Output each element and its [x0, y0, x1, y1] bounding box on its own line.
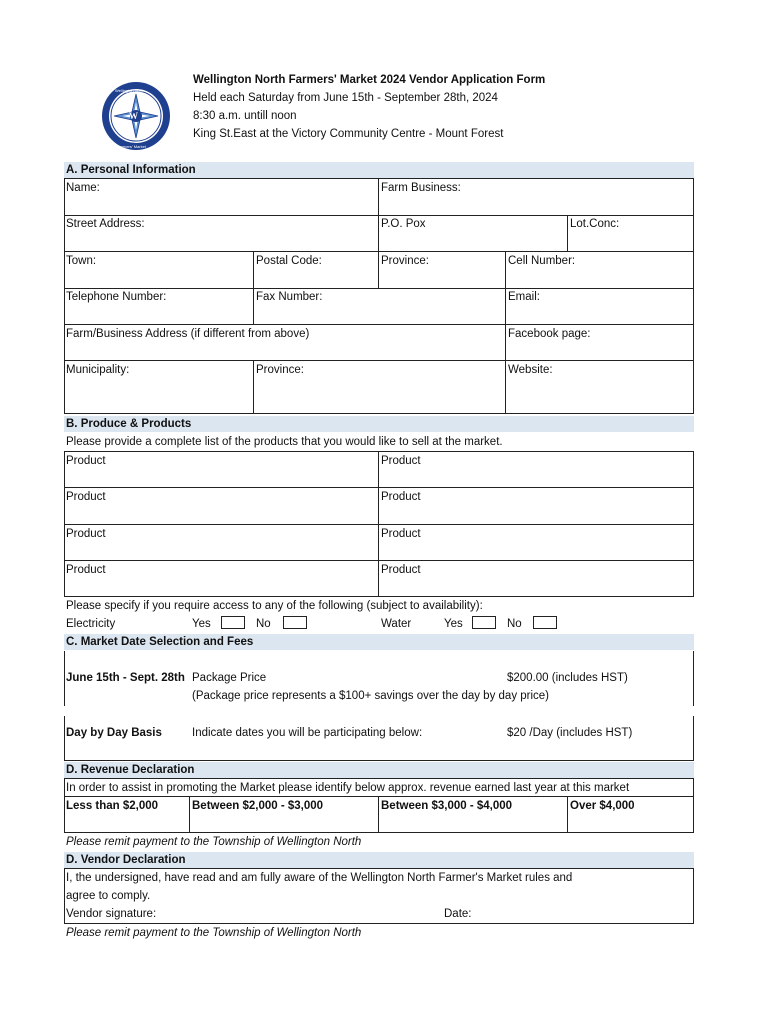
- province-field[interactable]: Province:: [381, 255, 429, 267]
- farm-business-field[interactable]: Farm Business:: [381, 182, 461, 194]
- fax-field[interactable]: Fax Number:: [256, 291, 323, 303]
- electricity-no-checkbox[interactable]: [283, 616, 307, 629]
- product-field[interactable]: Product: [381, 528, 421, 540]
- electricity-yes-label: Yes: [192, 618, 211, 630]
- product-field[interactable]: Product: [381, 491, 421, 503]
- day-by-day-label: Day by Day Basis: [66, 727, 162, 739]
- revenue-option-2[interactable]: Between $2,000 - $3,000: [192, 800, 324, 812]
- product-field[interactable]: Product: [66, 491, 106, 503]
- product-field[interactable]: Product: [66, 528, 106, 540]
- remit-note: Please remit payment to the Township of Wellington North: [66, 836, 362, 848]
- day-by-day-text: Indicate dates you will be participating below:: [192, 727, 423, 739]
- water-no-checkbox[interactable]: [533, 616, 557, 629]
- section-b-heading: B. Produce & Products: [64, 416, 694, 432]
- date-field[interactable]: Date:: [444, 908, 472, 920]
- electricity-yes-checkbox[interactable]: [221, 616, 245, 629]
- declaration-line-1: I, the undersigned, have read and am fully aware of the Wellington North Farmer's Market rules and: [66, 872, 573, 884]
- vendor-declaration-heading: D. Vendor Declaration: [64, 852, 694, 868]
- section-c-heading: C. Market Date Selection and Fees: [64, 634, 694, 650]
- package-price-amount: $200.00 (includes HST): [507, 672, 628, 684]
- revenue-option-3[interactable]: Between $3,000 - $4,000: [381, 800, 513, 812]
- header-location: King St.East at the Victory Community Centre - Mount Forest: [193, 128, 504, 140]
- farm-address-field[interactable]: Farm/Business Address (if different from above): [66, 328, 310, 340]
- water-label: Water: [381, 618, 412, 630]
- revenue-option-4[interactable]: Over $4,000: [570, 800, 635, 812]
- lot-conc-field[interactable]: Lot.Conc:: [570, 218, 620, 230]
- facebook-field[interactable]: Facebook page:: [508, 328, 591, 340]
- form-title: Wellington North Farmers' Market 2024 Vendor Application Form: [193, 74, 546, 86]
- package-price-label: Package Price: [192, 672, 267, 684]
- vendor-signature-field[interactable]: Vendor signature:: [66, 908, 157, 920]
- season-label: June 15th - Sept. 28th: [66, 672, 185, 684]
- postal-code-field[interactable]: Postal Code:: [256, 255, 322, 267]
- revenue-intro: In order to assist in promoting the Market please identify below approx. revenue earned last year at this market: [66, 782, 630, 794]
- water-yes-label: Yes: [444, 618, 463, 630]
- town-field[interactable]: Town:: [66, 255, 97, 267]
- website-field[interactable]: Website:: [508, 364, 553, 376]
- logo-text-bottom: Farmers' Market: [117, 144, 146, 149]
- logo-letter: W: [129, 111, 138, 121]
- products-instructions: Please provide a complete list of the products that you would like to sell at the market.: [66, 436, 503, 448]
- cell-number-field[interactable]: Cell Number:: [508, 255, 576, 267]
- section-a-heading: A. Personal Information: [64, 162, 694, 178]
- product-field[interactable]: Product: [66, 564, 106, 576]
- logo-text-top: Wellington North: [115, 88, 145, 93]
- product-field[interactable]: Product: [381, 564, 421, 576]
- name-field[interactable]: Name:: [66, 182, 100, 194]
- electricity-no-label: No: [256, 618, 271, 630]
- electricity-label: Electricity: [66, 618, 116, 630]
- day-by-day-amount: $20 /Day (includes HST): [507, 727, 633, 739]
- access-prompt: Please specify if you require access to any of the following (subject to availability):: [66, 600, 483, 612]
- remit-note-bottom: Please remit payment to the Township of Wellington North: [66, 927, 362, 939]
- product-field[interactable]: Product: [66, 455, 106, 467]
- revenue-option-1[interactable]: Less than $2,000: [66, 800, 159, 812]
- telephone-field[interactable]: Telephone Number:: [66, 291, 167, 303]
- header-dates: Held each Saturday from June 15th - September 28th, 2024: [193, 92, 498, 104]
- street-address-field[interactable]: Street Address:: [66, 218, 145, 230]
- package-note: (Package price represents a $100+ savings over the day by day price): [192, 690, 550, 702]
- water-yes-checkbox[interactable]: [472, 616, 496, 629]
- email-field[interactable]: Email:: [508, 291, 540, 303]
- section-d-heading: D. Revenue Declaration: [64, 762, 694, 778]
- water-no-label: No: [507, 618, 522, 630]
- municipality-field[interactable]: Municipality:: [66, 364, 130, 376]
- po-box-field[interactable]: P.O. Pox: [381, 218, 426, 230]
- declaration-line-2: agree to comply.: [66, 890, 151, 902]
- header-hours: 8:30 a.m. untill noon: [193, 110, 297, 122]
- province2-field[interactable]: Province:: [256, 364, 304, 376]
- product-field[interactable]: Product: [381, 455, 421, 467]
